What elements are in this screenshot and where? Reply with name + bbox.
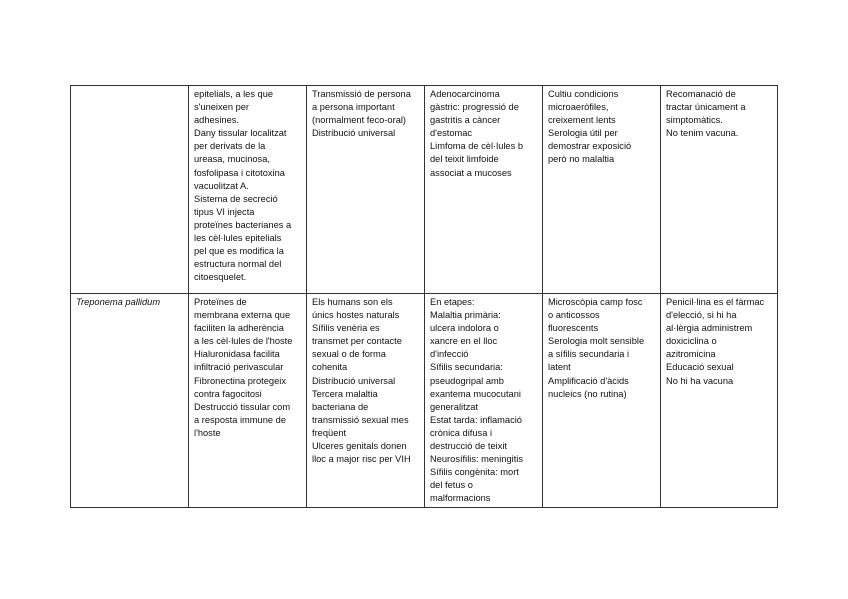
cell-text-line: gastritis a càncer xyxy=(430,115,501,126)
cell-text-line: ureasa, mucinosa, xyxy=(194,154,270,165)
cell-text-line: s'uneixen per xyxy=(194,102,250,113)
cell-text-line: transmissió sexual mes xyxy=(312,414,409,425)
cell-text-line: Estat tarda: inflamació xyxy=(430,414,522,425)
cell-text-line: a persona important xyxy=(312,102,395,113)
epidemiology-cell xyxy=(307,86,425,294)
cell-text-line: crònica difusa i xyxy=(430,427,493,438)
cell-text-line: No tenim vacuna. xyxy=(666,128,739,139)
cell-text-line: del teixit limfoide xyxy=(430,154,499,165)
cell-text-line: microaeròfiles, xyxy=(548,102,609,113)
cell-text-line: al·lèrgia administrem xyxy=(666,323,753,334)
cell-text-line: d'estomac xyxy=(430,128,473,139)
cell-text-line: fosfolipasa i citotoxina xyxy=(194,167,285,178)
cell-text-line: Distribució universal xyxy=(312,375,396,386)
cell-text-line: Serologia útil per xyxy=(548,128,618,139)
treatment-cell xyxy=(661,294,778,508)
content-table xyxy=(70,85,778,508)
cell-text-line: No hi ha vacuna xyxy=(666,375,734,386)
diagnosis-cell xyxy=(543,294,661,508)
disease-cell xyxy=(425,86,543,294)
cell-text-line: bacteriana de xyxy=(312,401,369,412)
organism-name: Treponema pallidum xyxy=(76,297,161,307)
cell-text-line: epitelials, a les que xyxy=(194,89,274,99)
treatment-cell xyxy=(661,86,778,294)
cell-text-line: faciliten la adherència xyxy=(194,323,284,334)
cell-text-line: estructura normal del xyxy=(194,259,282,270)
cell-text-line: En etapes: xyxy=(430,297,475,307)
cell-text-line: tractar únicament a xyxy=(666,102,746,113)
cell-text-line: contra fagocitosi xyxy=(194,388,262,399)
cell-text-line: Hialuronidasa facilita xyxy=(194,349,280,360)
cell-text-line: per derivats de la xyxy=(194,141,266,152)
cell-text-line: a les cèl·lules de l'hoste xyxy=(194,336,293,347)
cell-text-line: Sífilis secundaria: xyxy=(430,362,503,373)
cell-text-line: Fibronectina protegeix xyxy=(194,375,286,386)
cell-text-line: destrucció de teixit xyxy=(430,441,507,452)
cell-text-line: Amplificació d'àcids xyxy=(548,375,629,386)
cell-text-line: demostrar exposició xyxy=(548,141,632,152)
cell-text-line: d'elecció, si hi ha xyxy=(666,310,737,321)
cell-text-line: exantema mucocutani xyxy=(430,388,521,399)
cell-text-line: citoesquelet. xyxy=(194,272,247,283)
cell-text-line: Neurosífilis: meningitis xyxy=(430,454,524,465)
cell-text-line: generalitzat xyxy=(430,401,479,412)
cell-text-line: azitromicina xyxy=(666,349,716,360)
cell-text-line: simptomàtics. xyxy=(666,115,723,126)
cell-text-line: latent xyxy=(548,362,571,373)
cell-text-line: Transmissió de persona xyxy=(312,89,411,99)
cell-text-line: malformacions xyxy=(430,493,491,504)
table-row xyxy=(71,294,778,508)
cell-text-line: gàstric: progressió de xyxy=(430,102,519,113)
cell-text-line: adhesines. xyxy=(194,115,239,126)
cell-text-line: membrana externa que xyxy=(194,310,291,321)
table-row xyxy=(71,86,778,294)
cell-text-line: transmet per contacte xyxy=(312,336,402,347)
cell-text-line: Adenocarcinoma xyxy=(430,89,500,99)
cell-text-line: sexual o de forma xyxy=(312,349,386,360)
cell-text-line: Ulceres genitals donen xyxy=(312,441,407,452)
cell-text-line: Tercera malaltia xyxy=(312,388,378,399)
cell-text-line: infiltració perivascular xyxy=(194,362,284,373)
virulence-cell xyxy=(189,294,307,508)
epidemiology-cell xyxy=(307,294,425,508)
cell-text-line: associat a mucoses xyxy=(430,167,512,178)
cell-text-line: a sífilis secundaria i xyxy=(548,349,630,360)
cell-text-line: pseudogripal amb xyxy=(430,375,504,386)
cell-text-line: Distribució universal xyxy=(312,128,396,139)
cell-text-line: Recomanació de xyxy=(666,89,736,99)
cell-text-line: ulcera indolora o xyxy=(430,323,499,334)
table-body xyxy=(71,86,778,508)
cell-text-line: Microscòpia camp fosc xyxy=(548,297,643,307)
cell-text-line: tipus VI injecta xyxy=(194,206,255,217)
cell-text-line: Malaltia primària: xyxy=(430,310,501,321)
cell-text-line: proteïnes bacterianes a xyxy=(194,219,292,230)
cell-text-line: creixement lents xyxy=(548,115,616,126)
cell-text-line: o anticossos xyxy=(548,310,600,321)
cell-text-line: del fetus o xyxy=(430,480,473,491)
cell-text-line: Sistema de secreció xyxy=(194,193,278,204)
cell-text-line: doxiciclina o xyxy=(666,336,717,347)
cell-text-line: Sífilis venèria es xyxy=(312,323,380,334)
cell-text-line: Serologia molt sensible xyxy=(548,336,645,347)
cell-text-line: però no malaltia xyxy=(548,154,615,165)
cell-text-line: Limfoma de cèl·lules b xyxy=(430,141,524,152)
cell-text-line: únics hostes naturals xyxy=(312,310,400,321)
cell-text-line: xancre en el lloc xyxy=(430,336,498,347)
disease-cell xyxy=(425,294,543,508)
cell-text-line: Penicil·lina es el fàrmac xyxy=(666,297,765,307)
cell-text-line: nucleics (no rutina) xyxy=(548,388,627,399)
cell-text-line: pel que es modifica la xyxy=(194,246,284,257)
cell-text-line: Els humans son els xyxy=(312,297,393,307)
cell-text-line: Sífilis congènita: mort xyxy=(430,467,519,478)
cell-text-line: Cultiu condicions xyxy=(548,89,619,99)
cell-text-line: vacuolitzat A. xyxy=(194,180,249,191)
organism-cell xyxy=(71,294,189,508)
cell-text-line: Educació sexual xyxy=(666,362,734,373)
organism-cell xyxy=(71,86,189,294)
cell-text-line: Dany tissular localitzat xyxy=(194,128,287,139)
cell-text-line: cohenita xyxy=(312,362,348,373)
virulence-cell xyxy=(189,86,307,294)
cell-text-line: freqüent xyxy=(312,427,347,438)
cell-text-line: Destrucció tissular com xyxy=(194,401,291,412)
cell-text-line: a resposta immune de xyxy=(194,414,286,425)
cell-text-line: Proteïnes de xyxy=(194,297,247,307)
cell-text-line: l'hoste xyxy=(194,427,221,438)
diagnosis-cell xyxy=(543,86,661,294)
cell-text-line: les cèl·lules epitelials xyxy=(194,233,282,244)
cell-text-line: fluorescents xyxy=(548,323,599,334)
cell-text-line: d'infecció xyxy=(430,349,469,360)
cell-text-line: lloc a major risc per VIH xyxy=(312,454,411,465)
cell-text-line: (normalment feco-oral) xyxy=(312,115,407,126)
